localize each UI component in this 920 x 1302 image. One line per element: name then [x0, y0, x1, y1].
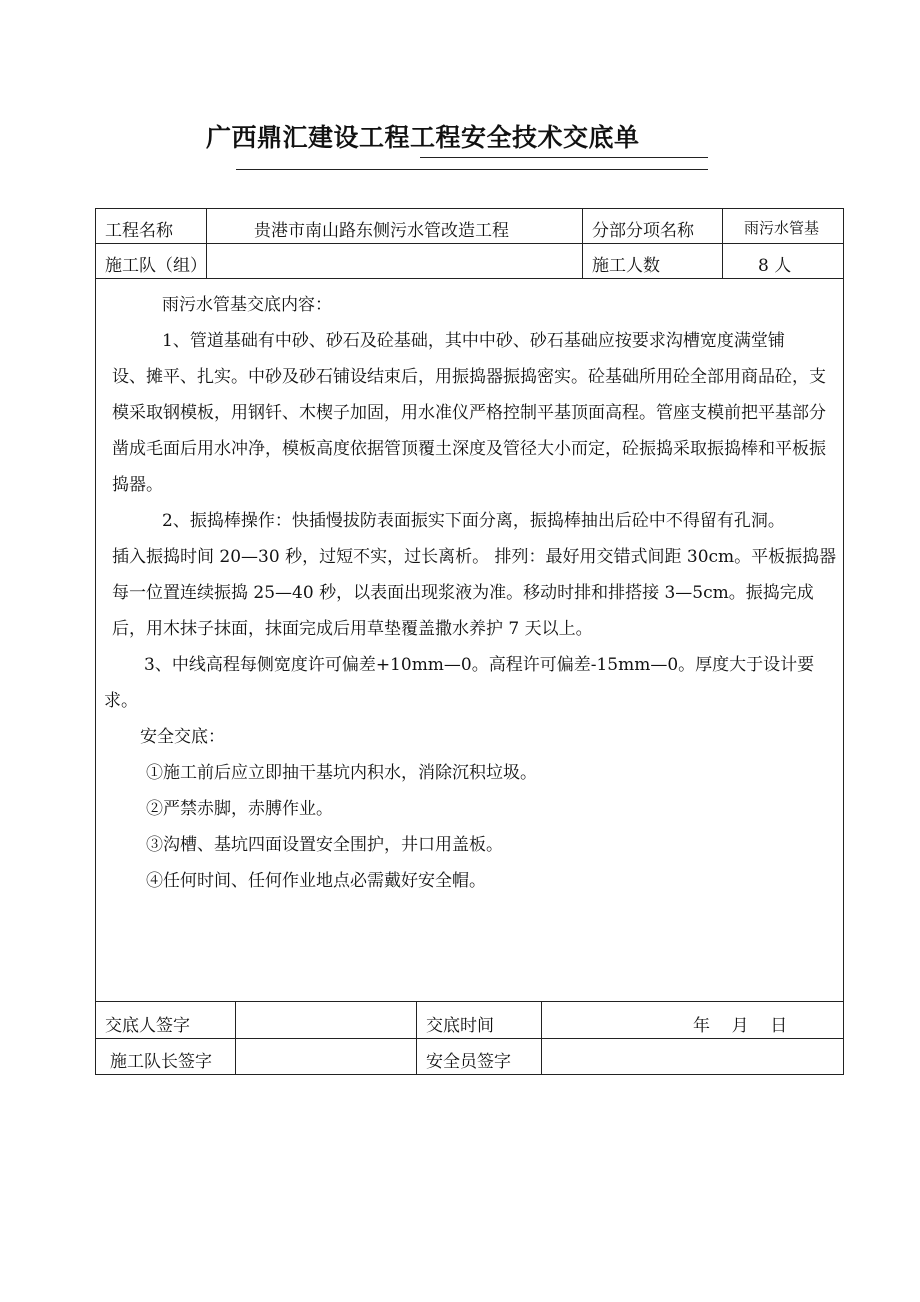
item-1-continuation: 设、摊平、扎实。中砂及砂石铺设结束后，用振捣器振捣密实。砼基础所用砼全部用商品砼，支模采取钢模板，用钢钎、木楔子加固，用水准仪严格控制平基顶面高程。管座支模前把平基部分凿成毛面后用水冲净，模板高度依据管顶覆土深度及管径大小而定，砼振捣采取振捣棒和平板振捣器。 — [112, 367, 826, 495]
workers-label: 施工人数 — [592, 256, 660, 276]
content-heading: 雨污水管基交底内容： — [162, 295, 332, 315]
row-divider — [96, 1001, 843, 1002]
workers-value: 8 人 — [758, 256, 792, 276]
project-name-value: 贵港市南山路东侧污水管改造工程 — [254, 221, 509, 241]
project-name-label: 工程名称 — [105, 221, 173, 241]
safety-heading: 安全交底： — [140, 727, 225, 747]
item-1-first-line: 1、管道基础有中砂、砂石及砼基础，其中中砂、砂石基础应按要求沟槽宽度满堂铺 — [162, 331, 785, 351]
item-3-continuation: 求。 — [104, 691, 138, 711]
col-divider — [722, 209, 723, 278]
row-divider — [96, 243, 843, 244]
item-2-first-line: 2、振捣棒操作：快插慢拔防表面振实下面分离，振捣棒抽出后砼中不得留有孔洞。 — [162, 511, 785, 531]
section-label: 分部分项名称 — [592, 221, 694, 241]
col-divider — [582, 209, 583, 278]
leader-signature-label: 施工队长签字 — [110, 1052, 212, 1072]
document-title: 广西鼎汇建设工程工程安全技术交底单 — [206, 123, 640, 152]
briefing-time-label: 交底时间 — [426, 1016, 494, 1036]
col-divider — [416, 1001, 417, 1074]
briefing-content — [104, 287, 839, 899]
safety-item: ①施工前后应立即抽干基坑内积水，消除沉积垃圾。 — [146, 763, 537, 783]
item-3-first-line: 3、中线高程每侧宽度许可偏差+10mm—0。高程许可偏差-15mm—0。厚度大于设计要 — [144, 655, 815, 675]
safety-officer-label: 安全员签字 — [426, 1052, 511, 1072]
col-divider — [235, 1001, 236, 1074]
item-2-continuation: 插入振捣时间 20—30 秒，过短不实，过长离析。 排列：最好用交错式间距 30cm。平板振捣器每一位置连续振捣 25—40 秒，以表面出现浆液为准。移动时排和排搭接 3—5cm。振捣完成后，用木抹子抹面，抹面完成后用草垫覆盖撒水养护 7 天以上。 — [112, 547, 837, 639]
safety-item: ②严禁赤脚，赤膊作业。 — [146, 799, 333, 819]
briefing-table — [95, 208, 844, 1075]
safety-item: ④任何时间、任何作业地点必需戴好安全帽。 — [146, 871, 486, 891]
safety-item: ③沟槽、基坑四面设置安全围护，井口用盖板。 — [146, 835, 503, 855]
briefing-time-value[interactable]: 年 月 日 — [693, 1016, 788, 1036]
title-rule-short — [420, 157, 708, 158]
section-value: 雨污水管基 — [744, 219, 820, 237]
row-divider — [96, 278, 843, 279]
col-divider — [541, 1001, 542, 1074]
row-divider — [96, 1038, 843, 1039]
title-rule-long — [236, 169, 708, 170]
team-label: 施工队（组） — [105, 256, 207, 276]
briefer-signature-label: 交底人签字 — [105, 1016, 190, 1036]
